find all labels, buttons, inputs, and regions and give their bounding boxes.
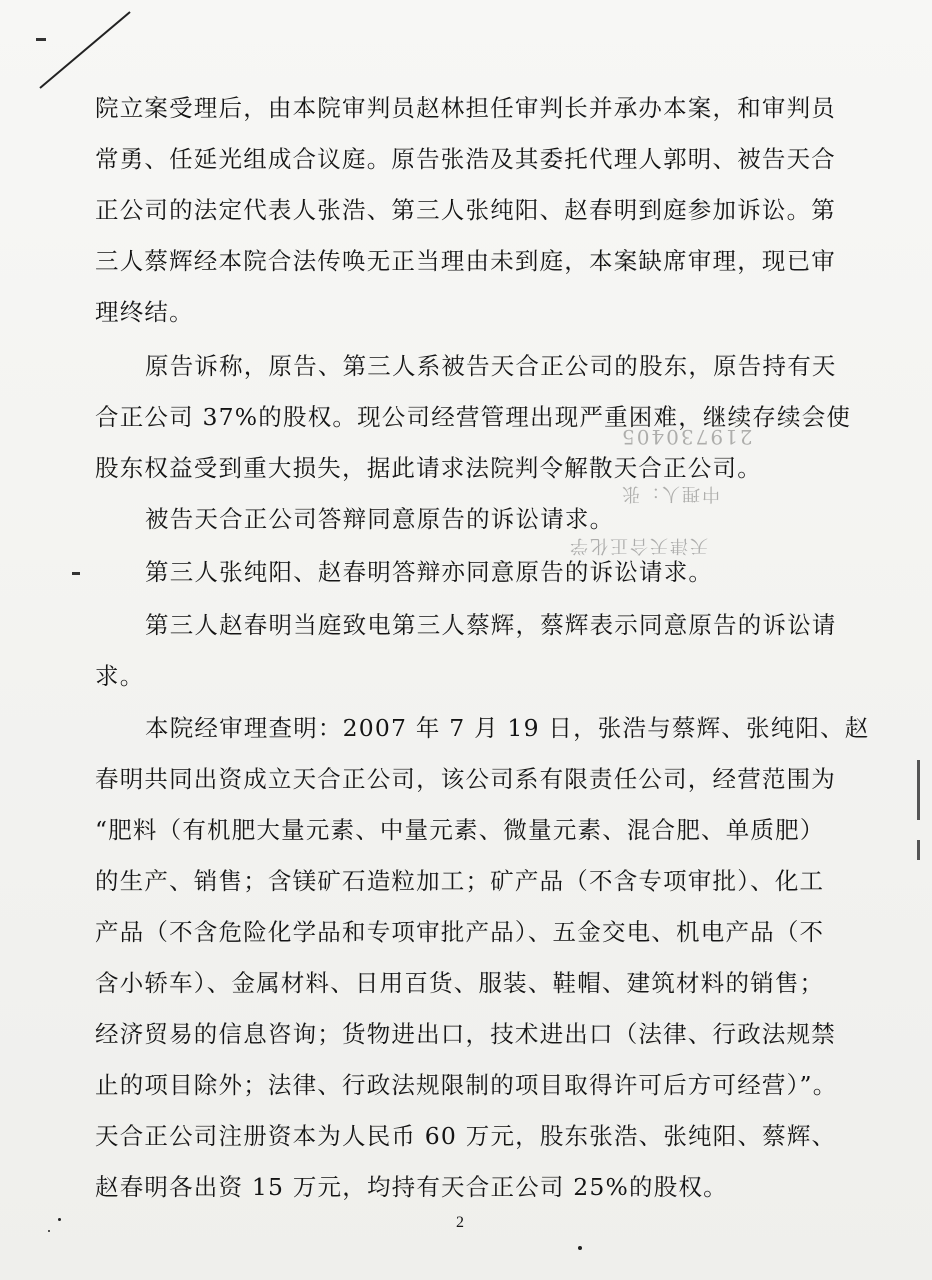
text-line: 理终结。 [95,298,194,326]
scan-stroke-mark [38,10,148,90]
show-through-text: 中理人：张 [620,483,720,504]
text-line: “肥料（有机肥大量元素、中量元素、微量元素、混合肥、单质肥） [95,816,825,844]
text-line: 原告诉称，原告、第三人系被告天合正公司的股东，原告持有天 [145,352,837,380]
text-line: 第三人张纯阳、赵春明答辩亦同意原告的诉讼请求。 [145,558,714,586]
paragraph-third-party-reply [95,547,865,598]
scan-speck [48,1230,50,1232]
text-line: 止的项目除外；法律、行政法规限制的项目取得许可后方可经营）”。 [95,1071,838,1099]
scan-speck [58,1218,61,1221]
text-line: 合正公司 37%的股权。现公司经营管理出现严重困难，继续存续会使 [95,403,852,431]
scan-dash-mark [36,38,46,41]
text-line: 经济贸易的信息咨询；货物进出口，技术进出口（法律、行政法规禁 [95,1020,836,1048]
text-line: 股东权益受到重大损失，据此请求法院判令解散天合正公司。 [95,454,762,482]
text-line: 常勇、任延光组成合议庭。原告张浩及其委托代理人郭明、被告天合 [95,145,836,173]
text-line: 被告天合正公司答辩同意原告的诉讼请求。 [145,505,615,533]
text-line: 院立案受理后，由本院审判员赵林担任审判长并承办本案，和审判员 [95,94,836,122]
text-line: 三人蔡辉经本院合法传唤无正当理由未到庭，本案缺席审理，现已审 [95,247,836,275]
text-line: 的生产、销售；含镁矿石造粒加工；矿产品（不含专项审批）、化工 [95,867,825,895]
scan-dash-mark [72,572,80,575]
text-line: 正公司的法定代表人张浩、第三人张纯阳、赵春明到庭参加诉讼。第 [95,196,836,224]
paragraph-phone-call [95,600,865,702]
text-line: 含小轿车）、金属材料、日用百货、服装、鞋帽、建筑材料的销售； [95,969,825,997]
scan-edge-mark [917,760,920,820]
paragraph-plaintiff-claim [95,341,865,494]
text-line: 赵春明各出资 15 万元，均持有天合正公司 25%的股权。 [95,1173,728,1201]
paragraph-defendant-reply [95,494,865,545]
text-line: 产品（不含危险化学品和专项审批产品）、五金交电、机电产品（不 [95,918,825,946]
paragraph-findings [95,703,870,1213]
scan-edge-mark [917,840,920,860]
scan-speck [578,1246,582,1250]
text-line: 天合正公司注册资本为人民币 60 万元，股东张浩、张纯阳、蔡辉、 [95,1122,837,1150]
show-through-text: 219730405 [620,425,753,449]
paragraph-case-filing [95,83,865,338]
text-line: 春明共同出资成立天合正公司，该公司系有限责任公司，经营范围为 [95,765,836,793]
text-line: 本院经审理查明：2007 年 7 月 19 日，张浩与蔡辉、张纯阳、赵 [145,714,870,742]
text-line: 求。 [95,662,145,690]
show-through-text: 天津天合正化学 [568,535,708,556]
page-number: 2 [456,1214,464,1231]
text-line: 第三人赵春明当庭致电第三人蔡辉，蔡辉表示同意原告的诉讼请 [145,611,837,639]
